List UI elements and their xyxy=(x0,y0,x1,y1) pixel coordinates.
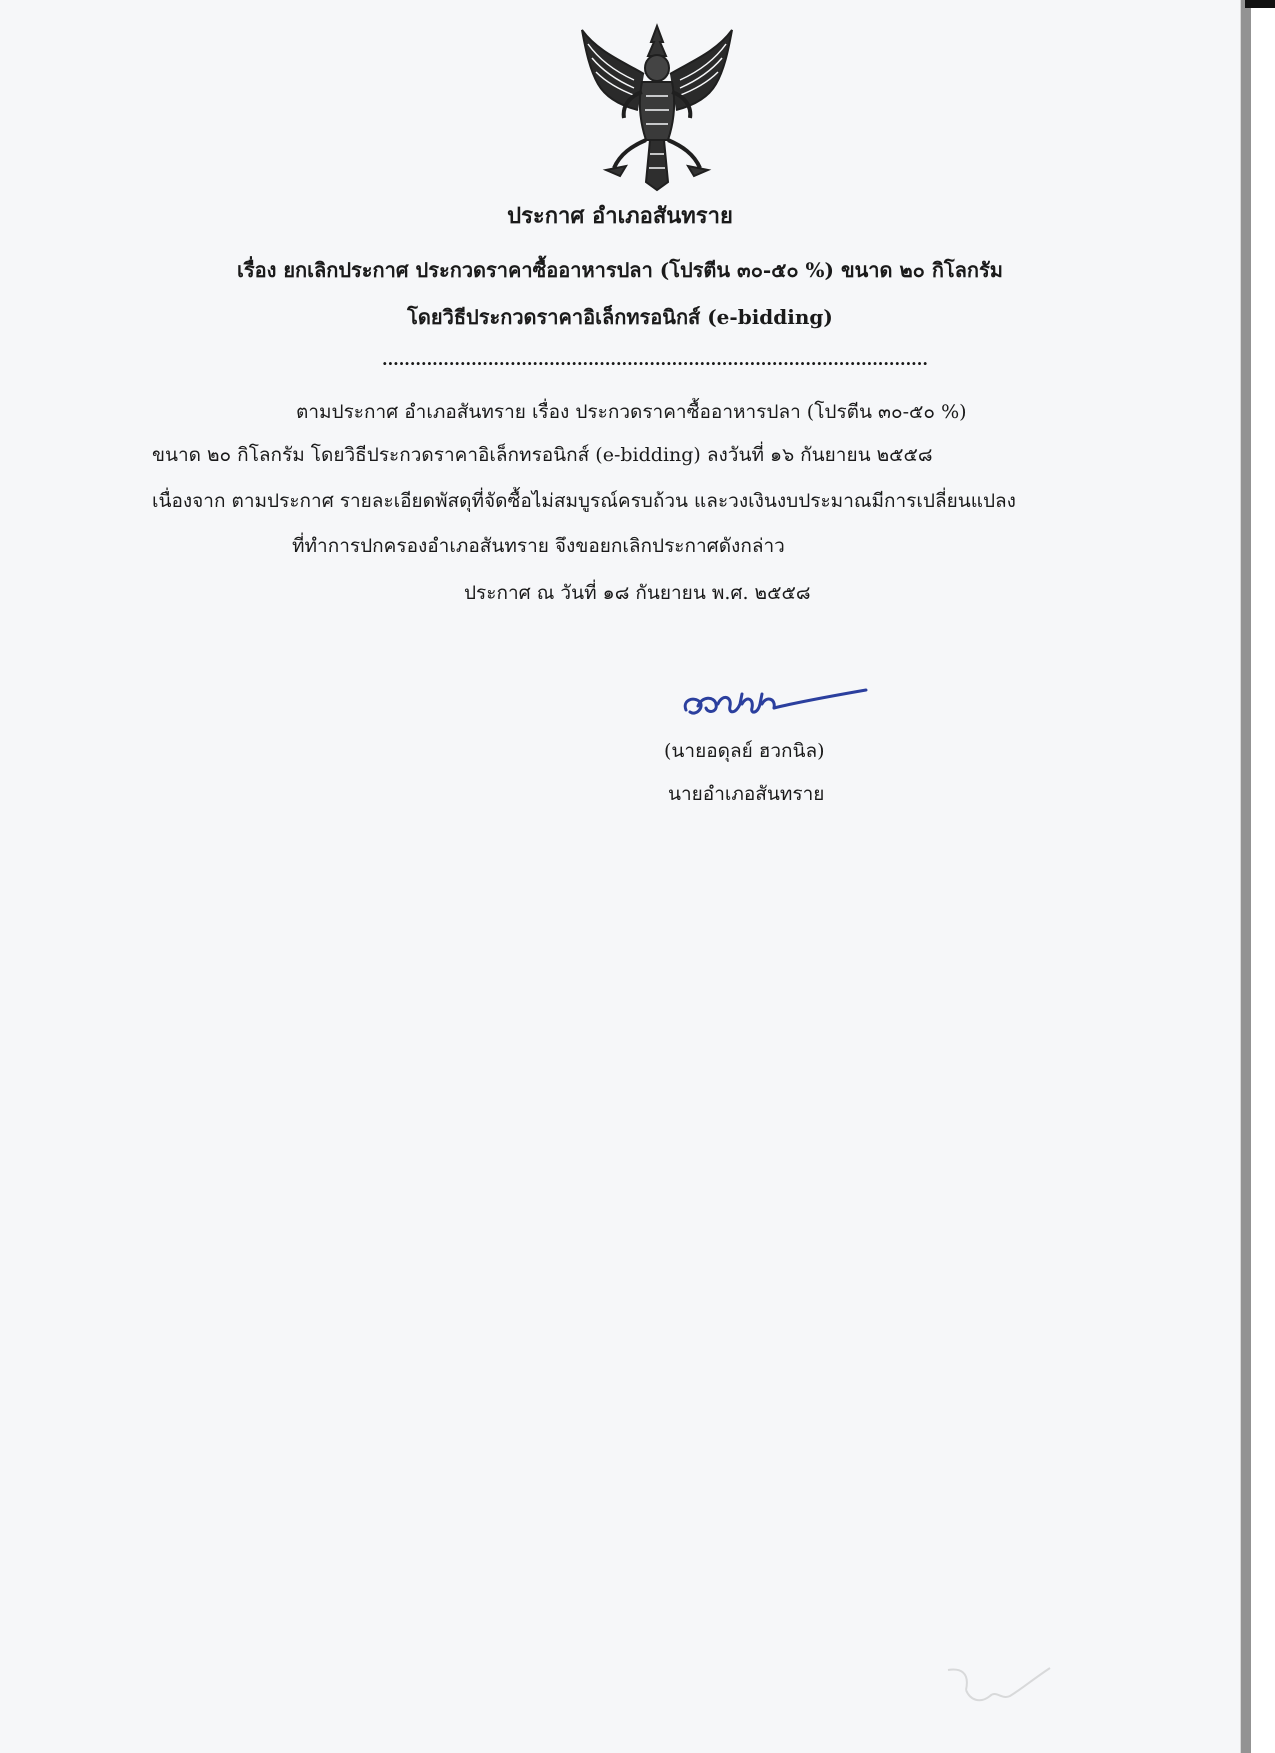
body-paragraph-line: เนื่องจาก ตามประกาศ รายละเอียดพัสดุที่จัดซื้อไม่สมบูรณ์ครบถ้วน และวงเงินงบประมาณมีการเปลี่ยนแปลง xyxy=(152,490,1016,512)
garuda-emblem-icon xyxy=(576,22,738,194)
separator-line: .................................................................................................. xyxy=(382,355,928,365)
document-method: โดยวิธีประกวดราคาอิเล็กทรอนิกส์ (e-bidding) xyxy=(407,305,833,329)
body-paragraph-line: ขนาด ๒๐ กิโลกรัม โดยวิธีประกวดราคาอิเล็กทรอนิกส์ (e-bidding) ลงวันที่ ๑๖ กันยายน ๒๕๕๘ xyxy=(152,444,933,466)
body-paragraph-line: ที่ทำการปกครองอำเภอสันทราย จึงขอยกเลิกประกาศดังกล่าว xyxy=(292,535,785,557)
signer-position: นายอำเภอสันทราย xyxy=(668,783,825,805)
handwritten-signature xyxy=(680,680,870,730)
document-subject: เรื่อง ยกเลิกประกาศ ประกวดราคาซื้ออาหารปลา (โปรตีน ๓๐-๕๐ %) ขนาด ๒๐ กิโลกรัม xyxy=(237,258,1003,282)
scan-corner xyxy=(1245,0,1275,8)
signer-name: (นายอดุลย์ ฮวกนิล) xyxy=(664,740,825,762)
faint-pencil-mark xyxy=(940,1660,1060,1720)
body-paragraph-line: ตามประกาศ อำเภอสันทราย เรื่อง ประกวดราคาซื้ออาหารปลา (โปรตีน ๓๐-๕๐ %) xyxy=(296,401,967,423)
scan-edge xyxy=(1240,0,1275,1753)
announce-date: ประกาศ ณ วันที่ ๑๘ กันยายน พ.ศ. ๒๕๕๘ xyxy=(464,582,811,604)
document-title: ประกาศ อำเภอสันทราย xyxy=(507,203,733,229)
